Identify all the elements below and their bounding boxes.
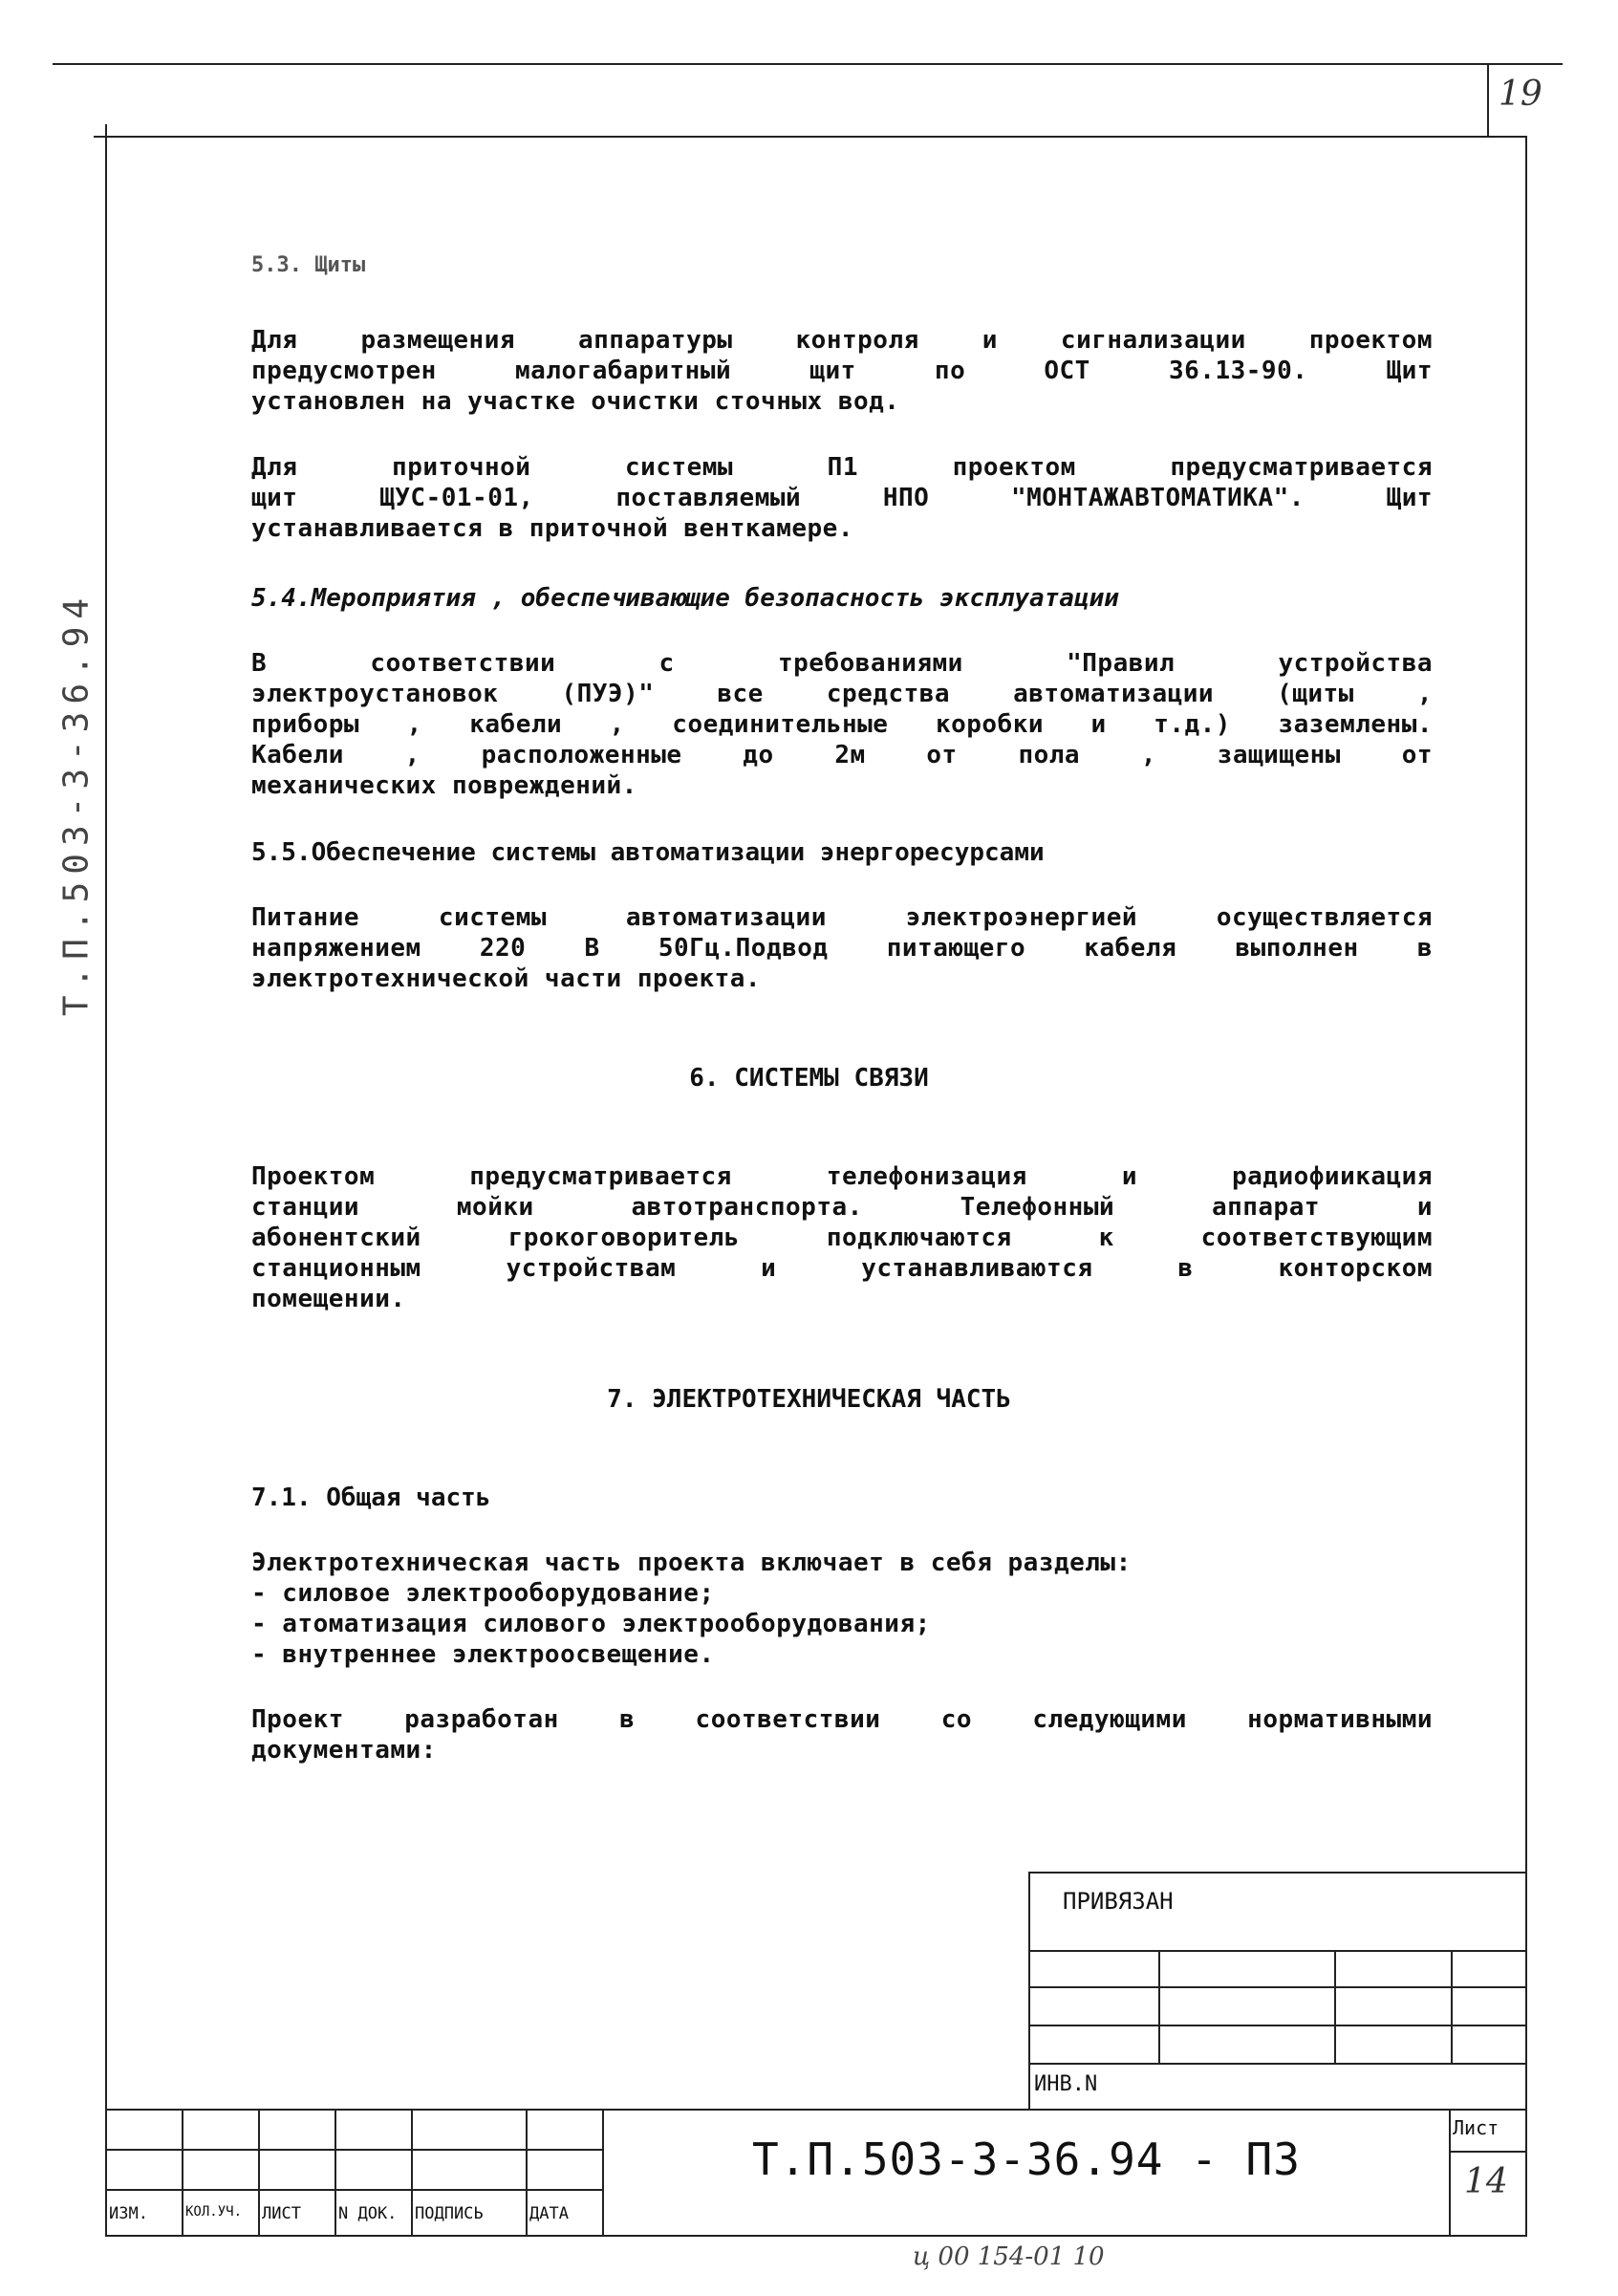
text-line: электроустановок (ПУЭ)" все средства автоматизации (щиты ,: [251, 680, 1433, 708]
section-7-heading: 7. ЭЛЕКТРОТЕХНИЧЕСКАЯ ЧАСТЬ: [607, 1385, 1011, 1414]
frame-inner-top-line: [94, 136, 1525, 138]
section-5-5-para: [251, 902, 1433, 994]
text-line: абонентский грокоговоритель подключаются к соответствующим: [251, 1224, 1433, 1252]
text-line: щит ЩУС-01-01, поставляемый НПО "МОНТАЖАВТОМАТИКА". Щит: [251, 484, 1433, 512]
column-label-list: ЛИСТ: [262, 2204, 301, 2223]
title-row-line: [1449, 2151, 1527, 2153]
title-col-line: [526, 2109, 528, 2235]
title-row-line: [105, 2149, 602, 2151]
sheet-number: 14: [1464, 2162, 1508, 2201]
page-number: 19: [1499, 75, 1542, 114]
section-5-3-para2: [251, 452, 1433, 544]
page-number-box-left: [1487, 63, 1489, 136]
stamp-col-line: [1334, 1950, 1336, 2065]
section-6-heading: 6. СИСТЕМЫ СВЯЗИ: [689, 1064, 929, 1093]
side-code: Т.П.503-3-36.94: [56, 590, 97, 1017]
text-line: документами:: [251, 1736, 437, 1765]
title-col-line: [182, 2109, 183, 2235]
text-line: устанавливается в приточной венткамере.: [251, 514, 853, 543]
column-label-data: ДАТА: [529, 2204, 569, 2223]
document-designation: Т.П.503-3-36.94 - ПЗ: [752, 2134, 1301, 2185]
section-6-para: [251, 1161, 1433, 1314]
section-5-4-para: [251, 648, 1433, 801]
stamp-block-left: [1028, 1872, 1030, 2111]
text-line: станции мойки автотранспорта. Телефонный аппарат и: [251, 1193, 1433, 1222]
text-line: станционным устройствам и устанавливаются в конторском: [251, 1254, 1433, 1283]
frame-right-line: [1525, 136, 1527, 2237]
frame-left-line: [105, 124, 107, 2237]
sheet-label: Лист: [1453, 2116, 1499, 2139]
section-7-list: [251, 1578, 1433, 1670]
bottom-handwriting: ц 00 154-01 10: [913, 2242, 1105, 2271]
text-line: Проект разработан в соответствии со следующими нормативными: [251, 1705, 1433, 1734]
section-7-para2: [251, 1704, 1433, 1765]
frame-top-line: [53, 63, 1563, 65]
text-line: Для размещения аппаратуры контроля и сигнализации проектом: [251, 326, 1433, 355]
section-5-4-heading: 5.4.Мероприятия , обеспечивающие безопасность эксплуатации: [251, 584, 1119, 613]
section-7-para1: [251, 1548, 1433, 1578]
section-7-1-heading: 7.1. Общая часть: [251, 1484, 491, 1512]
text-line: Питание системы автоматизации электроэнергией осуществляется: [251, 903, 1433, 932]
title-col-line: [258, 2109, 260, 2235]
text-line: напряжением 220 В 50Гц.Подвод питающего кабеля выполнен в: [251, 934, 1433, 963]
text-line: В соответствии с требованиями "Правил устройства: [251, 649, 1433, 678]
list-item: - внутреннее электроосвещение.: [251, 1640, 715, 1669]
text-line: Для приточной системы П1 проектом предусматривается: [251, 453, 1433, 482]
text-line: предусмотрен малогабаритный щит по ОСТ 36.13-90. Щит: [251, 357, 1433, 385]
column-label-izm: ИЗМ.: [109, 2204, 148, 2223]
column-label-podpis: ПОДПИСЬ: [415, 2204, 484, 2223]
title-col-line: [411, 2109, 413, 2235]
text-line: Кабели , расположенные до 2м от пола , защищены от: [251, 741, 1433, 769]
section-5-3-heading: 5.3. Щиты: [251, 253, 366, 277]
title-col-line: [1449, 2109, 1451, 2235]
title-block-top: [105, 2109, 1527, 2111]
column-label-kol-uch: КОЛ.УЧ.: [185, 2204, 243, 2220]
title-row-line: [105, 2189, 602, 2191]
stamp-col-line: [1158, 1950, 1160, 2065]
stamp-col-line: [1451, 1950, 1453, 2065]
section-5-5-heading: 5.5.Обеспечение системы автоматизации энергоресурсами: [251, 838, 1045, 867]
title-col-line: [334, 2109, 336, 2235]
text-line: установлен на участке очистки сточных вод.: [251, 387, 900, 416]
stamp-privyazan: ПРИВЯЗАН: [1063, 1888, 1174, 1915]
text-line: Электротехническая часть проекта включает в себя разделы:: [251, 1549, 1132, 1577]
column-label-n-dok: N ДОК.: [338, 2204, 398, 2223]
text-line: Проектом предусматривается телефонизация и радиофиикация: [251, 1162, 1433, 1191]
frame-bottom-line: [105, 2235, 1527, 2237]
section-5-3-para1: [251, 325, 1433, 417]
list-item: - атоматизация силового электрооборудования;: [251, 1610, 931, 1638]
stamp-inv-no: ИНВ.N: [1034, 2072, 1098, 2096]
text-line: помещении.: [251, 1285, 406, 1313]
text-line: электротехнической части проекта.: [251, 964, 762, 993]
stamp-block-top: [1028, 1872, 1527, 1874]
text-line: механических повреждений.: [251, 771, 637, 800]
list-item: - силовое электрооборудование;: [251, 1579, 715, 1608]
text-line: приборы , кабели , соединительные коробки и т.д.) заземлены.: [251, 710, 1433, 739]
